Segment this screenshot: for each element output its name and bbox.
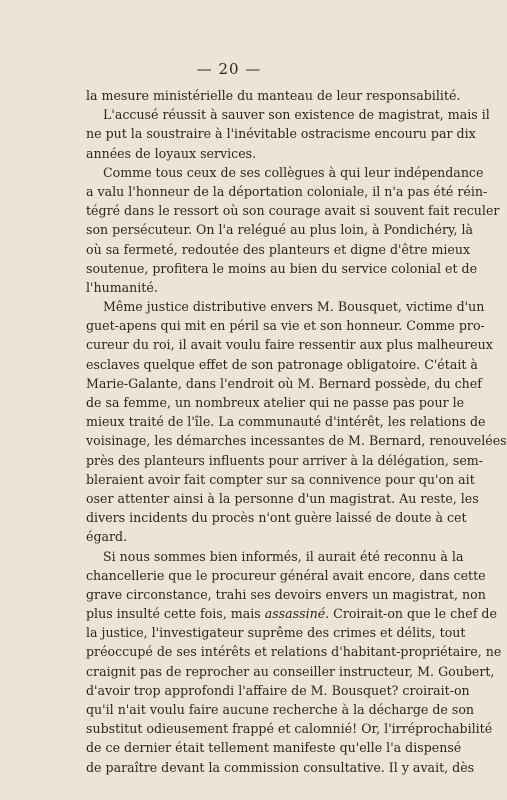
text-line: son persécuteur. On l'a relégué au plus loin, à Pondichéry, là bbox=[86, 222, 473, 238]
text-line: mieux traité de l'île. La communauté d'intérêt, les relations de bbox=[86, 414, 486, 430]
text-line: grave circonstance, trahi ses devoirs envers un magistrat, non bbox=[86, 586, 486, 602]
text-line: L'accusé réussit à sauver son existence de magistrat, mais il bbox=[103, 107, 490, 123]
text-line: divers incidents du procès n'ont guère laissé de doute à cet bbox=[86, 510, 467, 526]
text-line: la mesure ministérielle du manteau de leur responsabilité. bbox=[86, 88, 461, 103]
text-line: esclaves quelque effet de son patronage obligatoire. C'était à bbox=[86, 356, 478, 372]
text-line: de sa femme, un nombreux atelier qui ne passe pas pour le bbox=[86, 395, 465, 410]
text-line: près des planteurs influents pour arriver à la délégation, sem- bbox=[86, 452, 484, 468]
page-number: — 20 — bbox=[196, 60, 262, 78]
text-line: de paraître devant la commission consultative. Il y avait, dès bbox=[86, 759, 475, 775]
text-line: craignit pas de reprocher au conseiller instructeur, M. Goubert, bbox=[86, 663, 495, 679]
text-line: tégré dans le ressort où son courage avait si souvent fait reculer bbox=[86, 203, 500, 219]
text-line: ne put la soustraire à l'inévitable ostracisme encouru par dix bbox=[86, 126, 476, 142]
text-line: bleraient avoir fait compter sur sa connivence pour qu'on ait bbox=[86, 471, 475, 487]
text-line: d'avoir trop approfondi l'affaire de M. Bousquet? croirait-on bbox=[86, 682, 470, 698]
text-line: chancellerie que le procureur général avait encore, dans cette bbox=[86, 567, 486, 583]
text-line: où sa fermeté, redoutée des planteurs et digne d'être mieux bbox=[86, 241, 471, 257]
text-line: a valu l'honneur de la déportation coloniale, il n'a pas été réin- bbox=[86, 183, 488, 199]
body-text bbox=[86, 86, 507, 777]
paragraph bbox=[86, 163, 500, 297]
text-line: égard. bbox=[86, 529, 128, 545]
text-line: qu'il n'ait voulu faire aucune recherche à la décharge de son bbox=[86, 702, 475, 717]
text-line: guet-apens qui mit en péril sa vie et son honneur. Comme pro- bbox=[86, 318, 485, 334]
text-line: Marie-Galante, dans l'endroit où M. Bernard possède, du chef bbox=[86, 375, 482, 391]
text-line: cureur du roi, il avait voulu faire ressentir aux plus malheureux bbox=[86, 337, 493, 353]
text-line: voisinage, les démarches incessantes de M. Bernard, renouvelées bbox=[86, 433, 507, 449]
italic-emphasis: assassiné bbox=[264, 606, 326, 622]
text-line: Même justice distributive envers M. Bousquet, victime d'un bbox=[103, 299, 485, 315]
text-line: l'humanité. bbox=[86, 279, 158, 295]
text-line: années de loyaux services. bbox=[86, 145, 257, 161]
text-line: Comme tous ceux de ses collègues à qui leur indépendance bbox=[103, 164, 484, 180]
text-line: la justice, l'investigateur suprême des crimes et délits, tout bbox=[86, 625, 466, 641]
text-line: oser attenter ainsi à la personne d'un magistrat. Au reste, les bbox=[86, 490, 479, 506]
text-line: préoccupé de ses intérêts et relations d'habitant-propriétaire, ne bbox=[86, 644, 502, 660]
text-line: plus insulté cette fois, mais assassiné. Croirait-on que le chef de bbox=[86, 606, 497, 622]
text-line: substitut odieusement frappé et calomnié! Or, l'irréprochabilité bbox=[86, 721, 493, 737]
text-line: de ce dernier était tellement manifeste qu'elle l'a dispensé bbox=[86, 740, 462, 756]
paragraph bbox=[86, 105, 490, 163]
paragraph bbox=[86, 86, 461, 105]
text-line: Si nous sommes bien informés, il aurait été reconnu à la bbox=[103, 548, 464, 564]
paragraph bbox=[86, 297, 507, 546]
paragraph bbox=[86, 547, 502, 777]
text-line: soutenue, profitera le moins au bien du service colonial et de bbox=[86, 260, 478, 276]
